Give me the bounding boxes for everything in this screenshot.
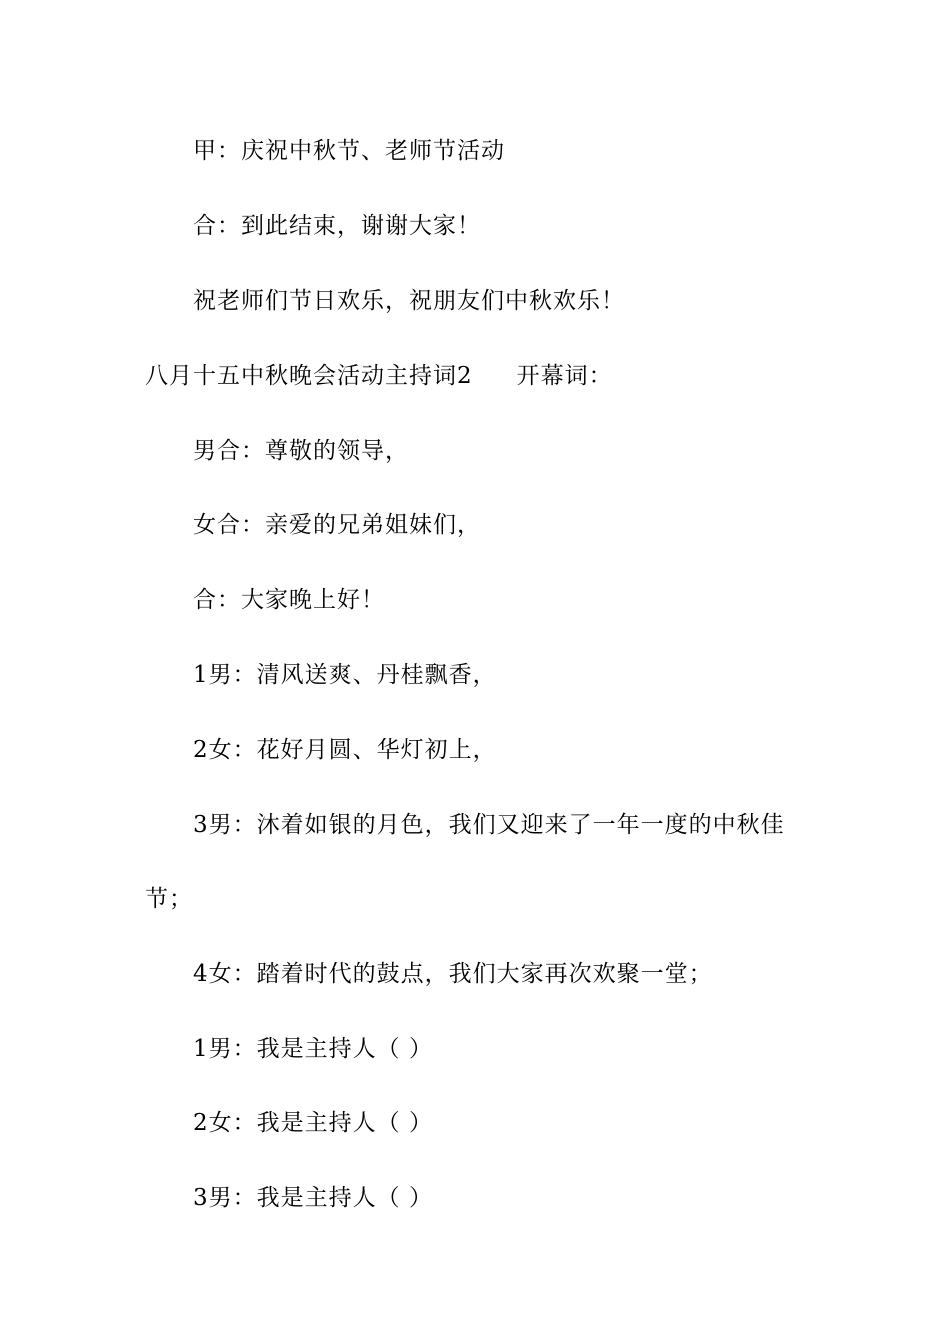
section-heading xyxy=(145,361,613,391)
paragraph: 1男：我是主持人（ ） xyxy=(193,1036,433,1062)
section-title: 八月十五中秋晚会活动主持词2 xyxy=(145,363,473,389)
paragraph: 4女：踏着时代的鼓点，我们大家再次欢聚一堂； xyxy=(193,961,713,987)
paragraph: 2女：花好月圆、华灯初上， xyxy=(193,737,497,763)
paragraph: 2女：我是主持人（ ） xyxy=(193,1110,433,1136)
paragraph: 3男：沐着如银的月色，我们又迎来了一年一度的中秋佳 xyxy=(193,812,785,838)
paragraph-continuation: 节； xyxy=(145,886,193,912)
section-subtitle: 开幕词： xyxy=(516,363,613,389)
paragraph: 女合：亲爱的兄弟姐妹们， xyxy=(193,512,481,538)
paragraph: 1男：清风送爽、丹桂飘香， xyxy=(193,662,497,688)
paragraph: 合：到此结束，谢谢大家！ xyxy=(193,213,481,239)
paragraph: 男合：尊敬的领导， xyxy=(193,438,409,464)
paragraph: 3男：我是主持人（ ） xyxy=(193,1185,433,1211)
paragraph: 甲：庆祝中秋节、老师节活动 xyxy=(193,138,505,164)
paragraph: 祝老师们节日欢乐，祝朋友们中秋欢乐！ xyxy=(193,288,625,314)
paragraph: 合：大家晚上好！ xyxy=(193,587,385,613)
